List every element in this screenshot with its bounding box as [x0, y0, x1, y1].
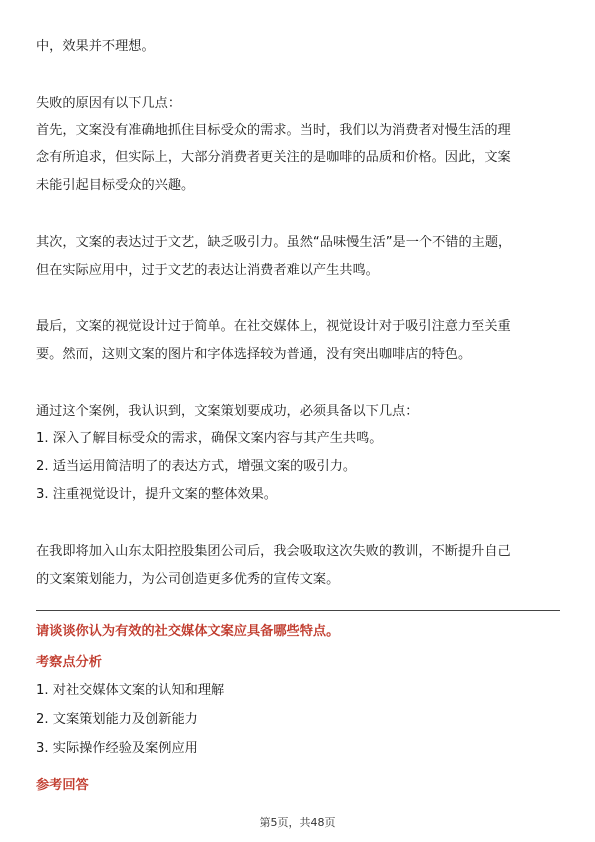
body-text-line: 失败的原因有以下几点： — [36, 96, 182, 111]
list-item: 2. 文案策划能力及创新能力 — [36, 712, 198, 727]
body-text-line: 首先，文案没有准确地抓住目标受众的需求。当时，我们以为消费者对慢生活的理 — [36, 123, 511, 138]
list-item: 1. 对社交媒体文案的认知和理解 — [36, 683, 225, 698]
list-item: 3. 实际操作经验及案例应用 — [36, 741, 198, 756]
list-item: 3. 注重视觉设计，提升文案的整体效果。 — [36, 487, 277, 502]
body-text-line: 其次，文案的表达过于文艺，缺乏吸引力。虽然“品味慢生活”是一个不错的主题， — [36, 235, 512, 250]
analysis-heading: 考察点分析 — [36, 655, 102, 670]
body-text-line: 在我即将加入山东太阳控股集团公司后，我会吸取这次失败的教训，不断提升自己 — [36, 544, 511, 559]
body-text-line: 中，效果并不理想。 — [36, 39, 155, 54]
question-title: 请谈谈你认为有效的社交媒体文案应具备哪些特点。 — [36, 624, 340, 639]
body-text-line: 通过这个案例，我认识到，文案策划要成功，必须具备以下几点： — [36, 404, 419, 419]
section-divider — [36, 610, 560, 611]
list-item: 1. 深入了解目标受众的需求，确保文案内容与其产生共鸣。 — [36, 431, 383, 446]
body-text-line: 念有所追求，但实际上，大部分消费者更关注的是咖啡的品质和价格。因此，文案 — [36, 150, 511, 165]
body-text-line: 最后，文案的视觉设计过于简单。在社交媒体上，视觉设计对于吸引注意力至关重 — [36, 319, 511, 334]
body-text-line: 但在实际应用中，过于文艺的表达让消费者难以产生共鸣。 — [36, 263, 379, 278]
page-number: 第5页，共48页 — [259, 816, 336, 829]
answer-heading: 参考回答 — [36, 778, 89, 793]
body-text-line: 的文案策划能力，为公司创造更多优秀的宣传文案。 — [36, 572, 340, 587]
body-text-line: 未能引起目标受众的兴趣。 — [36, 178, 195, 193]
body-text-line: 要。然而，这则文案的图片和字体选择较为普通，没有突出咖啡店的特色。 — [36, 347, 472, 362]
list-item: 2. 适当运用简洁明了的表达方式，增强文案的吸引力。 — [36, 459, 357, 474]
